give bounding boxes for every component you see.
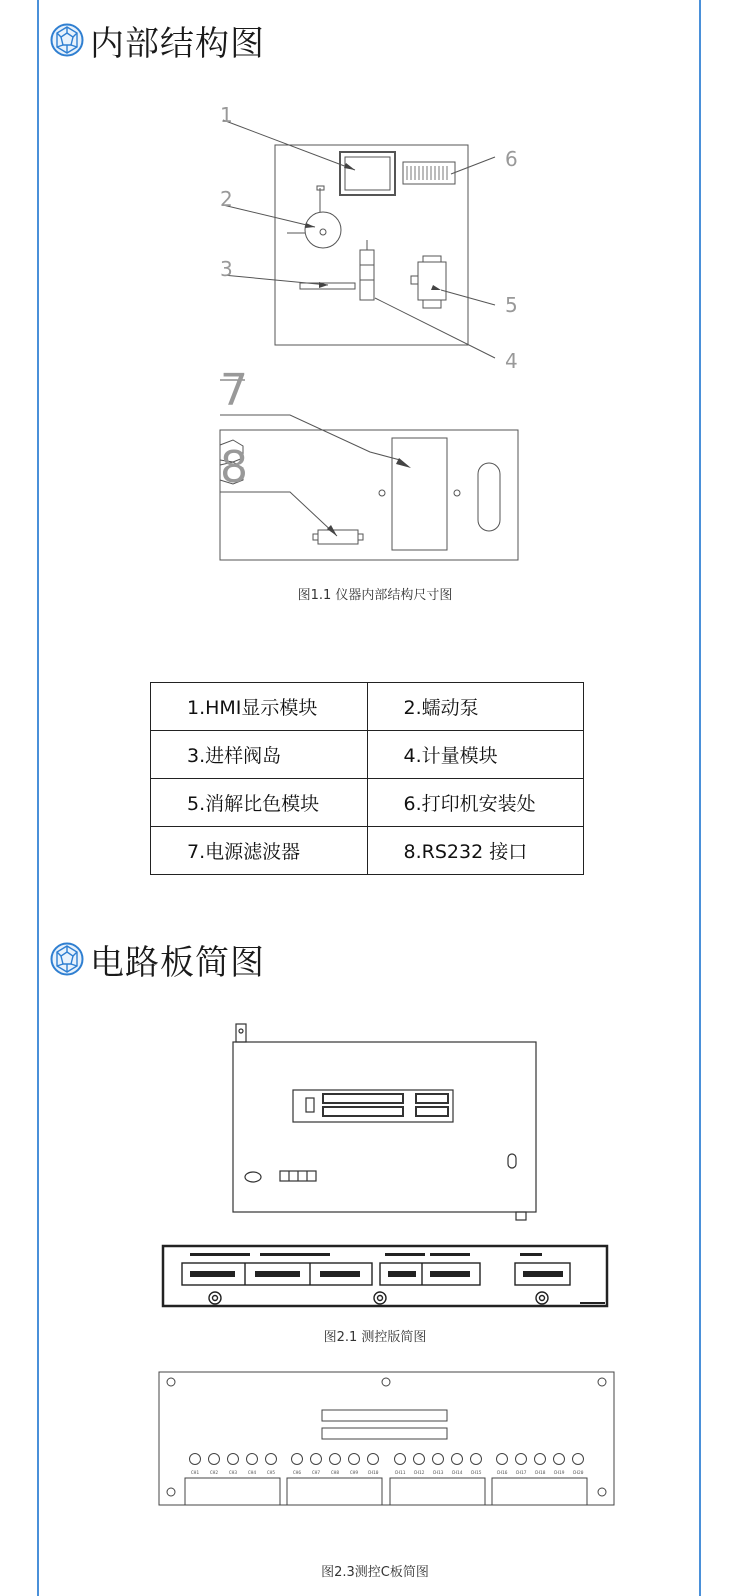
channel-label: CH5 [266,1471,276,1476]
channel-led [516,1454,527,1465]
channel-label: CH14 [451,1471,463,1476]
channel-led [497,1454,508,1465]
callout-5: 5 [505,293,518,317]
callout-1: 1 [220,103,233,127]
channel-led [554,1454,565,1465]
channel-label: CH17 [515,1471,527,1476]
table-row [151,827,584,875]
channel-led [228,1454,239,1465]
channel-label: CH10 [367,1471,379,1476]
table-cell: 7.电源滤波器 [151,827,368,875]
control-board-top-view [228,1022,543,1222]
channel-led [452,1454,463,1465]
channel-label: CH18 [534,1471,546,1476]
channel-led [414,1454,425,1465]
figure-caption-1: 图1.1 仪器内部结构尺寸图 [297,588,453,603]
table-cell: 2.蠕动泵 [367,683,584,731]
channel-label: CH9 [349,1471,359,1476]
globe-icon [50,942,84,976]
table-cell: 6.打印机安装处 [367,779,584,827]
table-cell: 3.进样阀岛 [151,731,368,779]
section-heading: 内部结构图 [90,23,265,64]
channel-led [292,1454,303,1465]
channel-led [471,1454,482,1465]
control-board-c-diagram [157,1370,617,1508]
table-cell: 4.计量模块 [367,731,584,779]
channel-label: CH2 [209,1471,219,1476]
callout-6: 6 [505,147,518,171]
parts-table [150,682,584,875]
callout-8: 8 [220,442,248,493]
globe-icon [50,23,84,57]
table-cell: 5.消解比色模块 [151,779,368,827]
channel-label: CH3 [228,1471,238,1476]
channel-led [311,1454,322,1465]
channel-label: CH8 [330,1471,340,1476]
callout-3: 3 [220,257,233,281]
channel-label: CH4 [247,1471,257,1476]
callout-7: 7 [220,365,248,416]
section-title-internal [50,18,265,62]
channel-label: CH7 [311,1471,321,1476]
channel-led [190,1454,201,1465]
control-board-front-panel [160,1243,610,1311]
channel-label: CH20 [572,1471,584,1476]
table-row [151,779,584,827]
channel-led [368,1454,379,1465]
channel-led [330,1454,341,1465]
table-row [151,683,584,731]
internal-structure-diagram [215,100,535,570]
channel-led [535,1454,546,1465]
channel-led [395,1454,406,1465]
channel-label: CH1 [190,1471,200,1476]
channel-label: CH12 [413,1471,425,1476]
channel-led [433,1454,444,1465]
channel-label: CH16 [496,1471,508,1476]
channel-led [247,1454,258,1465]
channel-led [209,1454,220,1465]
channel-label: CH15 [470,1471,482,1476]
channel-led [573,1454,584,1465]
channel-label: CH19 [553,1471,565,1476]
channel-led [349,1454,360,1465]
table-row [151,731,584,779]
figure-caption-2: 图2.1 测控版简图 [323,1330,427,1345]
figure-caption-3: 图2.3测控C板简图 [321,1565,429,1580]
section-heading: 电路板简图 [90,942,265,983]
callout-2: 2 [220,187,233,211]
callout-4: 4 [505,349,518,373]
channel-label: CH11 [394,1471,406,1476]
table-cell: 1.HMI显示模块 [151,683,368,731]
channel-label: CH6 [292,1471,302,1476]
channel-led [266,1454,277,1465]
table-cell: 8.RS232 接口 [367,827,584,875]
section-title-circuit [50,937,265,981]
channel-label: CH13 [432,1471,444,1476]
